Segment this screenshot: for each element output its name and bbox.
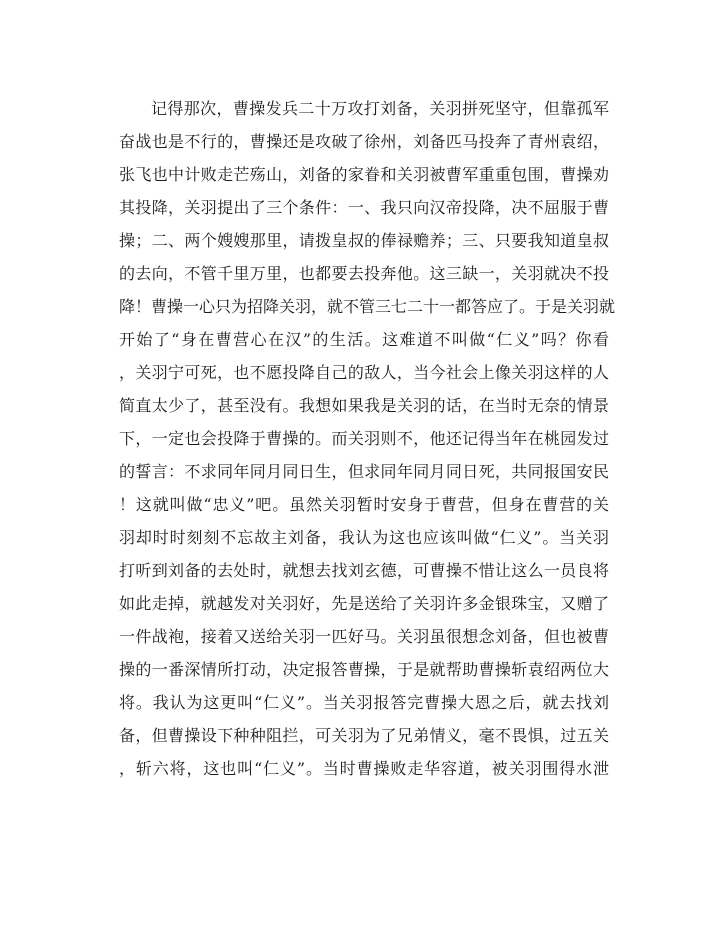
text-line: 操的一番深情所打动，决定报答曹操，于是就帮助曹操斩袁绍两位大 [119, 660, 609, 679]
text-line: 的去向，不管千里万里，也都要去投奔他。这三缺一，关羽就决不投 [119, 264, 609, 283]
text-line: 下，一定也会投降于曹操的。而关羽则不，他还记得当年在桃园发过 [119, 429, 609, 448]
text-line: 打听到刘备的去处时，就想去找刘玄德，可曹操不惜让这么一员良将 [119, 561, 609, 580]
text-line: 备，但曹操设下种种阻拦，可关羽为了兄弟情义，毫不畏惧，过五关 [119, 726, 609, 745]
text-line: 简直太少了，甚至没有。我想如果我是关羽的话，在当时无奈的情景 [119, 396, 609, 415]
text-line: 将。我认为这更叫“仁义”。当关羽报答完曹操大恩之后，就去找刘 [119, 693, 609, 712]
text-line: 如此走掉，就越发对关羽好，先是送给了关羽许多金银珠宝，又赠了 [119, 594, 609, 613]
text-line: 羽却时时刻刻不忘故主刘备，我认为这也应该叫做“仁义”。当关羽 [119, 528, 609, 547]
text-line: 其投降，关羽提出了三个条件：一、我只向汉帝投降，决不屈服于曹 [119, 198, 609, 217]
text-line: 一件战袍，接着又送给关羽一匹好马。关羽虽很想念刘备，但也被曹 [119, 627, 609, 646]
text-line: 张飞也中计败走芒殇山，刘备的家眷和关羽被曹军重重包围，曹操劝 [119, 165, 609, 184]
text-line: ，斩六将，这也叫“仁义”。当时曹操败走华容道，被关羽围得水泄 [119, 759, 609, 778]
text-line: 奋战也是不行的，曹操还是攻破了徐州，刘备匹马投奔了青州袁绍， [119, 132, 609, 151]
text-line: ，关羽宁可死，也不愿投降自己的敌人，当今社会上像关羽这样的人 [119, 363, 609, 382]
text-line: 的誓言：不求同年同月同日生，但求同年同月同日死，共同报国安民 [119, 462, 609, 481]
text-line: 记得那次，曹操发兵二十万攻打刘备，关羽拼死坚守，但靠孤军 [151, 99, 609, 118]
body-paragraph [119, 92, 616, 785]
text-line: ！这就叫做“忠义”吧。虽然关羽暂时安身于曹营，但身在曹营的关 [119, 495, 609, 514]
text-line: 降！曹操一心只为招降关羽，就不管三七二十一都答应了。于是关羽就 [119, 297, 616, 316]
text-line: 操；二、两个嫂嫂那里，请拨皇叔的俸禄赡养；三、只要我知道皇叔 [119, 231, 609, 250]
text-line: 开始了“身在曹营心在汉”的生活。这难道不叫做“仁义”吗？你看 [119, 330, 609, 349]
